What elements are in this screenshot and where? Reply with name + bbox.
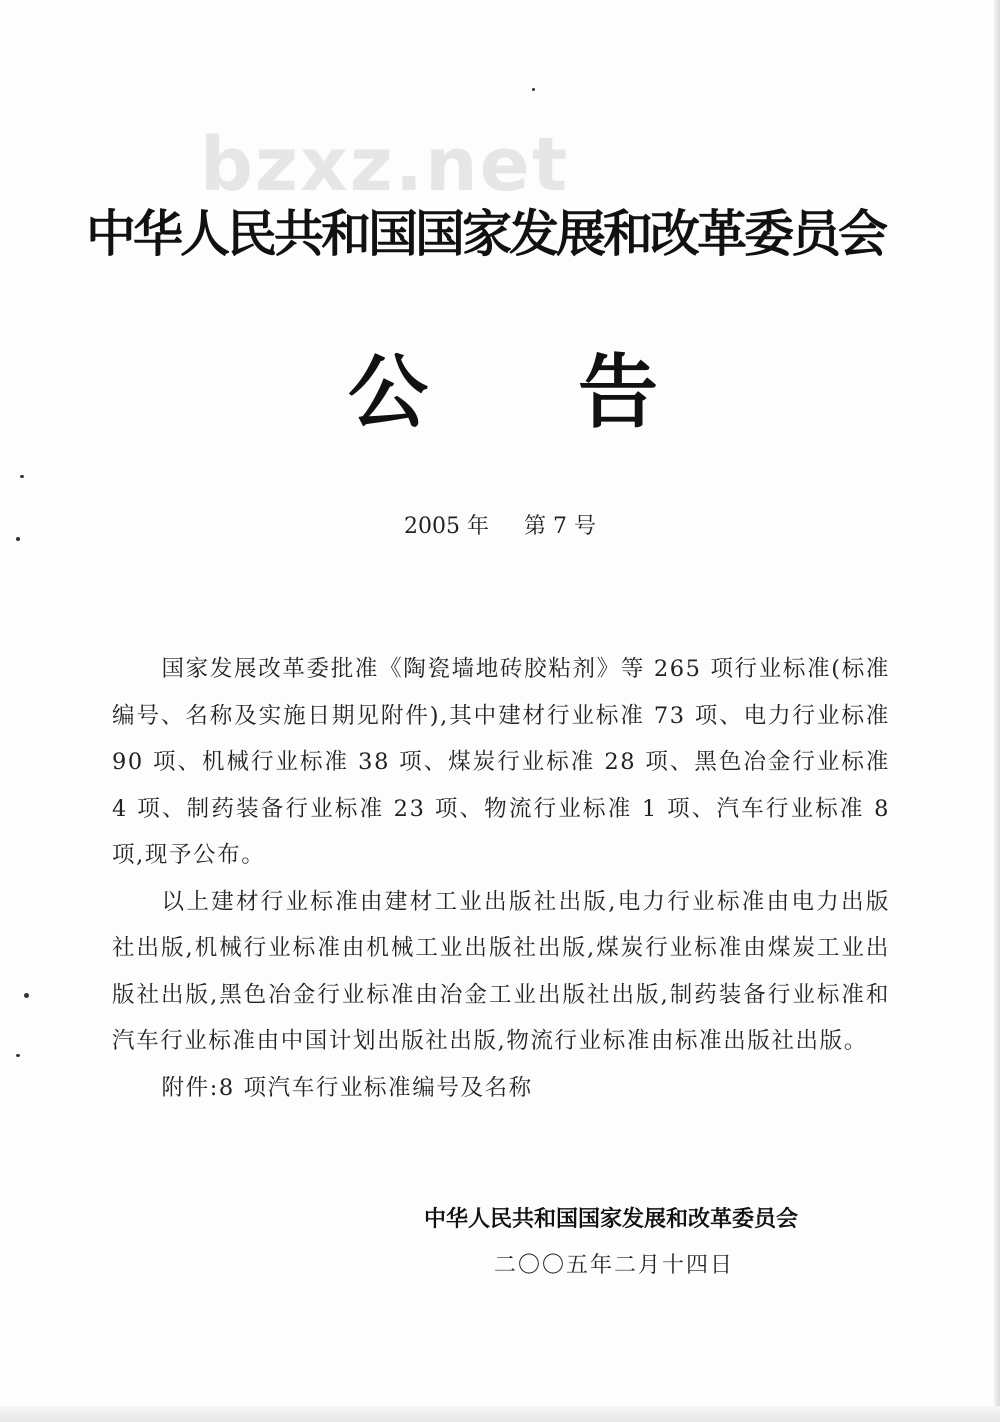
page-bottom-shadow xyxy=(0,1406,1000,1422)
scan-speck xyxy=(16,1054,20,1057)
signature-date: 二〇〇五年二月十四日 xyxy=(494,1253,735,1278)
attachment-line: 附件:8 项汽车行业标准编号及名称 xyxy=(161,1074,533,1101)
page-title xyxy=(348,342,658,442)
announcement-body xyxy=(112,646,890,1111)
scan-speck xyxy=(20,475,24,478)
document-number xyxy=(0,512,1000,542)
signature-issuer: 中华人民共和国国家发展和改革委员会 xyxy=(424,1207,799,1232)
title-char-2: 告 xyxy=(578,345,658,439)
issuer-heading: 中华人民共和国国家发展和改革委员会 xyxy=(86,205,885,263)
watermark: bzxz.net xyxy=(200,122,570,208)
page-edge-shadow xyxy=(994,0,1000,1422)
scan-speck xyxy=(24,993,29,998)
title-char-1: 公 xyxy=(348,345,428,439)
body-paragraph-1: 国家发展改革委批准《陶瓷墙地砖胶粘剂》等 265 项行业标准(标准编号、名称及实施日期见附件),其中建材行业标准 73 项、电力行业标准 90 项、机械行业标准 38 项、煤炭行业标准 28 项、黑色冶金行业标准 4 项、制药装备行业标准 23 项、物流行业标准 1 项、汽车行业标准 8 项,现予公布。 xyxy=(112,656,890,868)
scan-speck xyxy=(532,88,535,91)
scan-speck xyxy=(16,537,20,541)
document-issue-number: 第 7 号 xyxy=(524,514,596,539)
document-year: 2005 年 xyxy=(404,514,489,539)
body-paragraph-2: 以上建材行业标准由建材工业出版社出版,电力行业标准由电力出版社出版,机械行业标准由机械工业出版社出版,煤炭行业标准由煤炭工业出版社出版,黑色冶金行业标准由冶金工业出版社出版,制药装备行业标准和汽车行业标准由中国计划出版社出版,物流行业标准由标准出版社出版。 xyxy=(112,888,890,1054)
